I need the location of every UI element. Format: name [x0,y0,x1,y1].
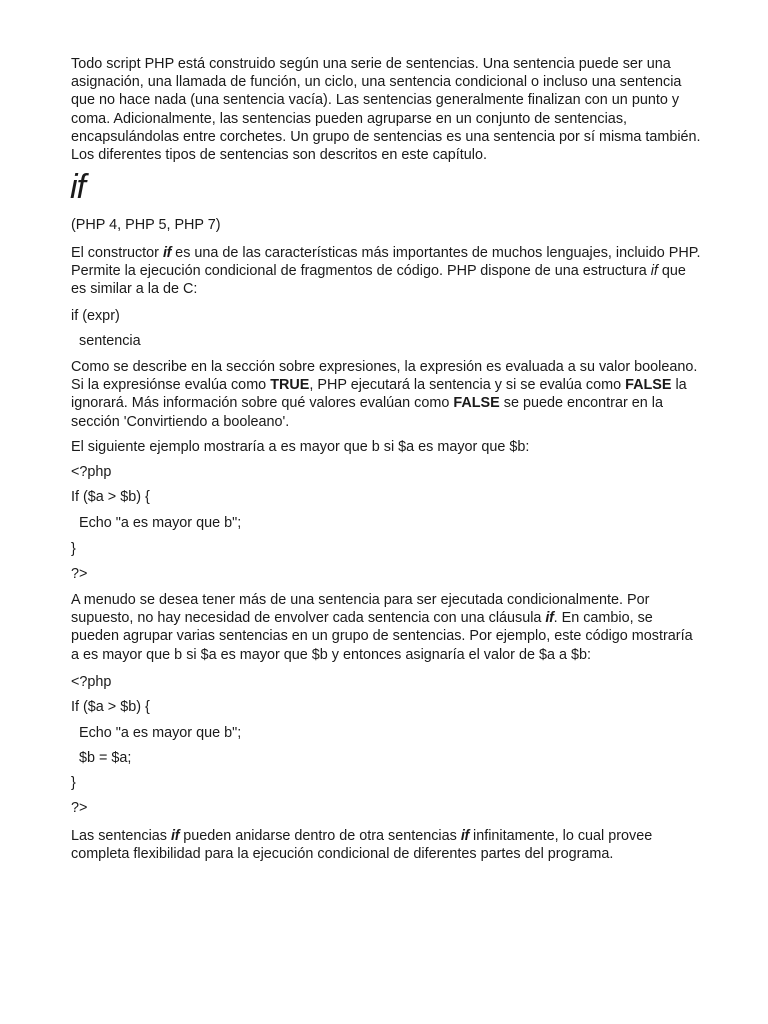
if-keyword: if [545,610,554,627]
if-keyword: if [460,828,470,844]
intro-paragraph [71,55,739,164]
code1-echo-line: Echo "a es mayor que b"; [79,515,242,531]
syntax-line-2: sentencia [79,333,141,349]
syntax-line-1: if (expr) [71,308,120,324]
boolean-line-1: Como se describe en la sección sobre expresiones, la expresión es evaluada a su valor booleano. [71,359,698,375]
intro-line: Todo script PHP está construido según una serie de sentencias. Una sentencia puede ser una [71,56,671,72]
true-keyword: TRUE [270,377,310,394]
false-keyword: FALSE [453,395,500,412]
nested-line-2: completa flexibilidad para la ejecución condicional de diferentes partes del programa. [71,846,614,863]
intro-line: encapsulándolas entre corchetes. Un grupo de sentencias es una sentencia por sí misma también. [71,128,701,145]
constructor-paragraph [71,244,739,299]
code2-close-brace: } [71,775,76,791]
example1-intro: El siguiente ejemplo mostraría a es mayor que b si $a es mayor que $b: [71,439,530,455]
example2-paragraph [71,591,739,664]
text-run: Las sentencias [71,828,171,844]
if-keyword: if [162,245,172,261]
intro-line: asignación, una llamada de función, un ciclo, una sentencia condicional o incluso una sentencia [71,74,682,91]
text-run: ignorará. Más información sobre qué valores evalúan como [71,395,454,412]
text-run: supuesto, no hay necesidad de envolver cada sentencia con una cláusula [71,610,546,627]
if-italic: if [650,263,658,280]
code2-open-tag: <?php [71,674,112,690]
text-run: El constructor [71,245,163,261]
intro-line: que no hace nada (una sentencia vacía). Las sentencias generalmente finalizan con un punto y [71,92,680,109]
false-keyword: FALSE [625,377,672,394]
code1-close-brace: } [71,541,76,557]
intro-line: Los diferentes tipos de sentencias son descritos en este capítulo. [71,147,487,164]
boolean-line-4: sección 'Convirtiendo a booleano'. [71,413,290,430]
text-run: la [671,377,687,394]
example2-line-1: A menudo se desea tener más de una sentencia para ser ejecutada condicionalmente. Por [71,592,650,608]
code1-close-tag: ?> [71,566,88,582]
code2-if-line: If ($a > $b) { [71,699,150,715]
text-run: Permite la ejecución condicional de fragmentos de código. PHP dispone de una estructura [71,263,651,280]
example2-line-3: pueden agrupar varias sentencias en un grupo de sentencias. Por ejemplo, este código mostraría [71,628,693,645]
text-run: , PHP ejecutará la sentencia y si se evalúa como [309,377,626,394]
code1-if-line: If ($a > $b) { [71,489,150,505]
text-run: se puede encontrar en la [499,395,663,412]
intro-line: coma. Adicionalmente, las sentencias pueden agruparse en un conjunto de sentencias, [71,110,628,127]
section-heading: if [70,168,85,206]
text-run: infinitamente, lo cual provee [469,828,653,844]
boolean-line-2 [71,376,739,394]
if-keyword: if [171,828,180,844]
example2-line-2 [71,609,739,627]
constructor-line-1 [71,244,739,262]
boolean-line-3 [71,394,739,412]
nested-line-1 [71,827,739,845]
text-run: es una de las características más importantes de muchos lenguajes, incluido PHP. [171,245,701,261]
code2-echo-line: Echo "a es mayor que b"; [79,725,242,741]
constructor-line-3: es similar a la de C: [71,281,198,298]
text-run: Si la expresiónse evalúa como [71,377,271,394]
php-versions: (PHP 4, PHP 5, PHP 7) [71,217,221,233]
code1-open-tag: <?php [71,464,112,480]
code2-close-tag: ?> [71,800,88,816]
text-run: . En cambio, se [553,610,653,627]
example2-line-4: a es mayor que b si $a es mayor que $b y entonces asignaría el valor de $a a $b: [71,646,591,663]
text-run: pueden anidarse dentro de otra sentencias [179,828,461,844]
text-run: que [657,263,686,280]
code2-assign-line: $b = $a; [79,750,132,766]
boolean-paragraph [71,358,739,431]
nested-paragraph [71,827,739,863]
constructor-line-2 [71,262,739,280]
